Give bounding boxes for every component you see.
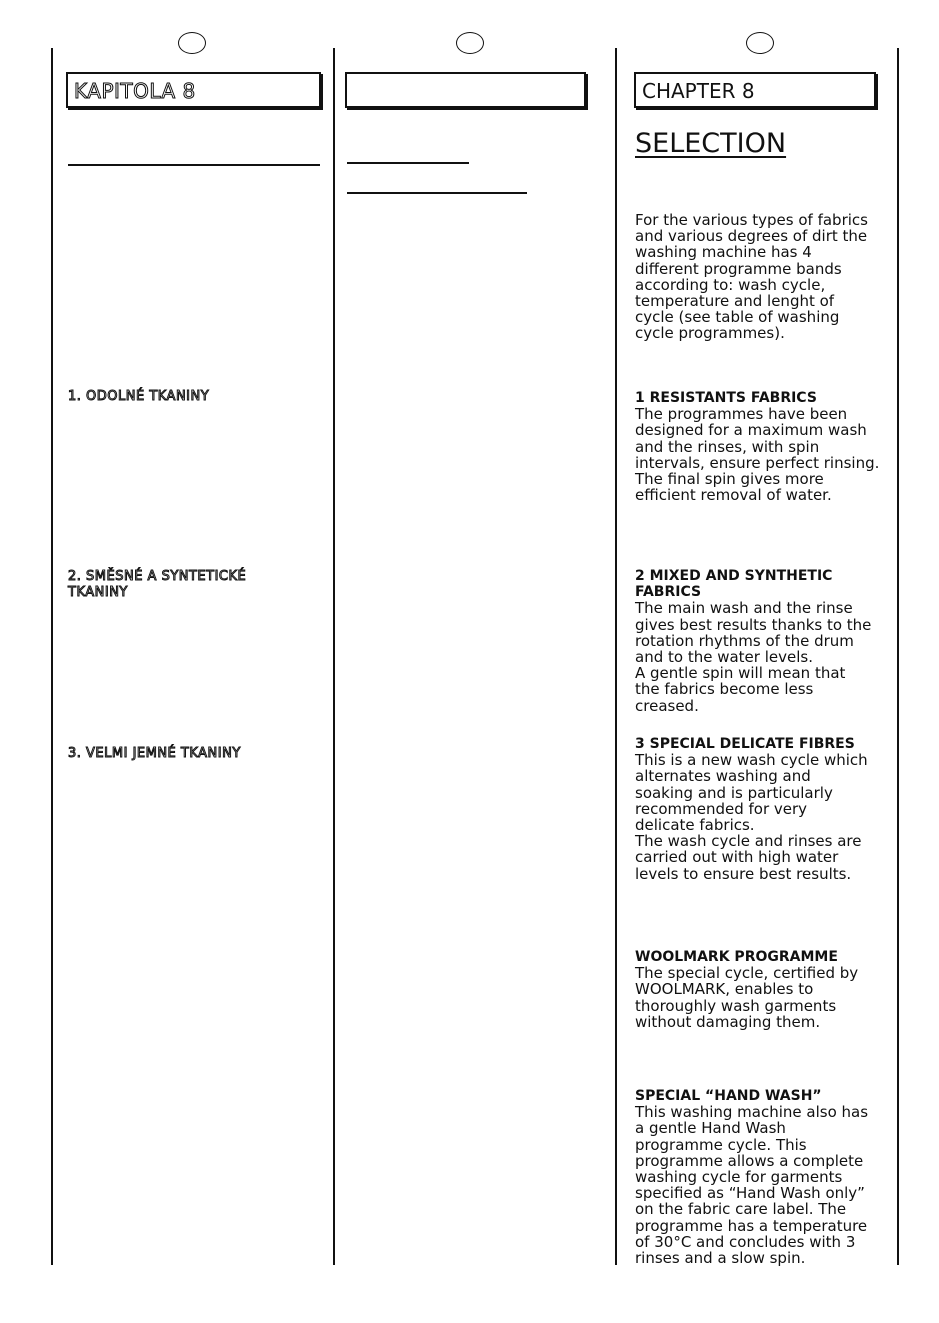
section-heading-czech-2: 2. SMĚSNÉ A SYNTETICKÉ TKANINY (68, 569, 247, 600)
section-body: This washing machine also has a gentle Hand Wash programme cycle. This programme allows a complete washing cycle for garments specified as “Hand Wash only” on the fabric care label. The programme has a temperature of 30°C and concludes with 3 rinses and a slow spin. (635, 1103, 869, 1268)
section-body: The special cycle, certified by WOOLMARK, enables to thoroughly wash garments without damaging them. (635, 964, 859, 1031)
language-marker-middle (456, 32, 484, 54)
section-mixed-synthetic (635, 568, 885, 714)
page-title: SELECTION (635, 128, 787, 159)
section-heading: 1 RESISTANTS FABRICS (635, 390, 817, 406)
section-body: The programmes have been designed for a maximum wash and the rinses, with spin intervals, ensure perfect rinsing. The final spin gives more efficient removal of water. (635, 405, 880, 505)
section-hand-wash (635, 1088, 885, 1266)
section-resistant-fabrics (635, 390, 885, 503)
language-marker-czech (178, 32, 206, 54)
chapter-label-english: CHAPTER 8 (642, 79, 755, 103)
column-divider-right (897, 48, 899, 1265)
section-body: This is a new wash cycle which alternates washing and soaking and is particularly recommended for very delicate fabrics. The wash cycle and rinses are carried out with high water levels to ensure best results. (635, 751, 868, 883)
language-marker-english (746, 32, 774, 54)
section-body: The main wash and the rinse gives best results thanks to the rotation rhythms of the drum and to the water levels. A gentle spin will mean that the fabrics become less creased. (635, 599, 872, 715)
intro-text: For the various types of fabrics and various degrees of dirt the washing machine has 4 different programme bands according to: wash cycle, temperature and lenght of cycle (see table of washing cycle programmes). (635, 211, 868, 343)
intro-paragraph (635, 212, 885, 342)
section-heading-czech-1: 1. ODOLNÉ TKANINY (68, 389, 210, 404)
chapter-header-czech (66, 72, 321, 108)
title-underline-middle-2 (347, 192, 527, 194)
chapter-header-english (634, 72, 876, 108)
title-underline-czech (68, 164, 320, 166)
section-delicate-fibres (635, 736, 885, 882)
chapter-header-middle (345, 72, 586, 108)
section-heading-czech-3: 3. VELMI JEMNÉ TKANINY (68, 746, 241, 761)
column-divider-center-left (333, 48, 335, 1265)
chapter-label-czech: KAPITOLA 8 (74, 79, 196, 103)
column-divider-center-right (615, 48, 617, 1265)
title-underline-middle-1 (347, 162, 469, 164)
section-heading: 3 SPECIAL DELICATE FIBRES (635, 736, 855, 752)
section-heading: 2 MIXED AND SYNTHETIC FABRICS (635, 568, 833, 601)
section-heading: SPECIAL “HAND WASH” (635, 1088, 822, 1104)
column-divider-left (51, 48, 53, 1265)
section-woolmark (635, 949, 885, 1030)
section-heading: WOOLMARK PROGRAMME (635, 949, 838, 965)
